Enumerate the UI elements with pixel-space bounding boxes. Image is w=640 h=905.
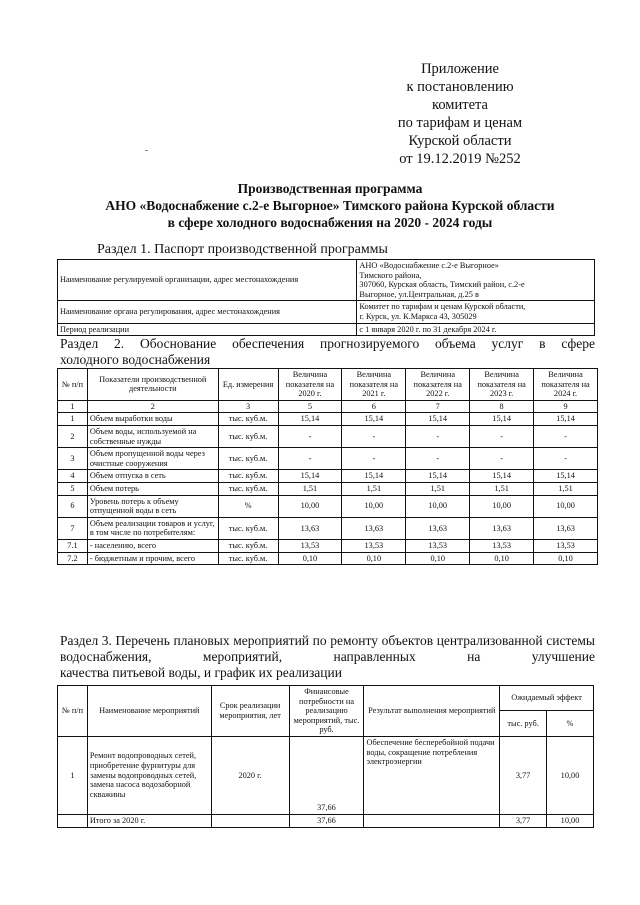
table-row bbox=[58, 495, 598, 517]
value-2020: 13,63 bbox=[278, 517, 342, 539]
col-header-name: Наименование мероприятий bbox=[87, 686, 211, 737]
measure-num: 1 bbox=[58, 736, 88, 814]
value-2024: 13,63 bbox=[534, 517, 598, 539]
col-header: Величина показателя на 2021 г. bbox=[342, 369, 406, 401]
row-unit: тыс. куб.м. bbox=[218, 482, 278, 495]
value-line: Выгорное, ул.Центральная, д.25 в bbox=[359, 289, 479, 299]
col-header-finance: Финансовые потребности на реализацию мероприятий, тыс. руб. bbox=[289, 686, 364, 737]
section3-heading-main: Раздел 3. Перечень плановых мероприятий по ремонту объектов централизованной системы водоснабжения, мероприятий, направленных на улучшение bbox=[60, 633, 595, 664]
appendix-line: Приложение bbox=[421, 61, 499, 77]
row-indicator: Объем воды, используемой на собственные нужды bbox=[87, 425, 218, 447]
col-header: Величина показателя на 2020 г. bbox=[278, 369, 342, 401]
col-header-effect-pct: % bbox=[547, 711, 594, 736]
table-row bbox=[58, 301, 595, 323]
row-indicator: - населению, всего bbox=[87, 539, 218, 552]
total-term bbox=[211, 814, 289, 827]
value-2020: - bbox=[278, 448, 342, 470]
table-row bbox=[58, 552, 598, 565]
value-line: г. Курск, ул. К.Маркса 43, 305029 bbox=[359, 311, 477, 321]
value-2020: 13,53 bbox=[278, 539, 342, 552]
row-indicator: Объем реализации товаров и услуг, в том числе по потребителям: bbox=[87, 517, 218, 539]
row-num: 3 bbox=[58, 448, 88, 470]
table-row bbox=[58, 323, 595, 336]
measure-term: 2020 г. bbox=[211, 736, 289, 814]
value-2021: 0,10 bbox=[342, 552, 406, 565]
measures-table bbox=[57, 685, 594, 828]
section2-heading-main: Раздел 2. Обоснование обеспечения прогнозируемого объема услуг в сфере bbox=[60, 336, 595, 351]
value-2024: 15,14 bbox=[534, 470, 598, 483]
value-line: Тимского района, bbox=[359, 270, 422, 280]
value-2020: - bbox=[278, 425, 342, 447]
value-2024: 1,51 bbox=[534, 482, 598, 495]
row-num: 6 bbox=[58, 495, 88, 517]
value-2024: - bbox=[534, 448, 598, 470]
table-row bbox=[58, 470, 598, 483]
value-2022: 15,14 bbox=[406, 470, 470, 483]
title-line: АНО «Водоснабжение с.2-е Выгорное» Тимского района Курской области bbox=[105, 198, 555, 213]
value-2020: 10,00 bbox=[278, 495, 342, 517]
title-line: в сфере холодного водоснабжения на 2020 - 2024 годы bbox=[167, 215, 493, 230]
measure-rub: 3,77 bbox=[500, 736, 547, 814]
total-finance: 37,66 bbox=[289, 814, 364, 827]
table-row bbox=[58, 517, 598, 539]
section2-heading-last: холодного водоснабжения bbox=[60, 352, 211, 367]
row-num: 7 bbox=[58, 517, 88, 539]
value-2020: 1,51 bbox=[278, 482, 342, 495]
value-2021: - bbox=[342, 448, 406, 470]
document-title bbox=[60, 180, 600, 231]
value-2022: - bbox=[406, 425, 470, 447]
value-2023: 10,00 bbox=[470, 495, 534, 517]
value-2023: 13,53 bbox=[470, 539, 534, 552]
row-num: 1 bbox=[58, 413, 88, 426]
col-header: № п/п bbox=[58, 369, 88, 401]
table-row bbox=[58, 539, 598, 552]
table-row bbox=[58, 425, 598, 447]
col-number: 9 bbox=[534, 400, 598, 413]
appendix-line: по тарифам и ценам bbox=[397, 115, 523, 131]
total-result bbox=[364, 814, 500, 827]
section3-heading bbox=[60, 633, 595, 681]
value-2023: 15,14 bbox=[470, 470, 534, 483]
row-unit: тыс. куб.м. bbox=[218, 425, 278, 447]
appendix-line: от 19.12.2019 №252 bbox=[399, 151, 521, 167]
row-num: 2 bbox=[58, 425, 88, 447]
passport-value bbox=[357, 301, 595, 323]
row-num: 7.2 bbox=[58, 552, 88, 565]
col-header: Величина показателя на 2022 г. bbox=[406, 369, 470, 401]
value-2022: 0,10 bbox=[406, 552, 470, 565]
value-2023: 13,63 bbox=[470, 517, 534, 539]
row-num: 4 bbox=[58, 470, 88, 483]
measure-pct: 10,00 bbox=[547, 736, 594, 814]
row-unit: тыс. куб.м. bbox=[218, 517, 278, 539]
table-row bbox=[58, 482, 598, 495]
measure-result: Обеспечение бесперебойной подачи воды, сокращение потребления электроэнергии bbox=[364, 736, 500, 814]
col-header-effect-rub: тыс. руб. bbox=[500, 711, 547, 736]
appendix-line: Курской области bbox=[408, 133, 512, 149]
value-2023: 1,51 bbox=[470, 482, 534, 495]
table-header-row bbox=[58, 686, 594, 711]
row-num: 5 bbox=[58, 482, 88, 495]
passport-table bbox=[57, 259, 595, 336]
col-number: 5 bbox=[278, 400, 342, 413]
value-2021: 15,14 bbox=[342, 413, 406, 426]
col-header-term: Срок реализации мероприятия, лет bbox=[211, 686, 289, 737]
value-2020: 15,14 bbox=[278, 470, 342, 483]
value-2022: 15,14 bbox=[406, 413, 470, 426]
value-2024: 15,14 bbox=[534, 413, 598, 426]
column-number-row bbox=[58, 400, 598, 413]
col-number: 3 bbox=[218, 400, 278, 413]
row-indicator: - бюджетным и прочим, всего bbox=[87, 552, 218, 565]
table-row bbox=[58, 448, 598, 470]
table-row bbox=[58, 736, 594, 814]
value-2021: 1,51 bbox=[342, 482, 406, 495]
value-2024: 13,53 bbox=[534, 539, 598, 552]
col-number: 6 bbox=[342, 400, 406, 413]
table-header-row bbox=[58, 369, 598, 401]
measure-name: Ремонт водопроводных сетей, приобретение фурнитуры для замены водопроводных сетей, замена насоса водозаборной скважины bbox=[87, 736, 211, 814]
indicators-body bbox=[58, 413, 598, 565]
row-unit: тыс. куб.м. bbox=[218, 448, 278, 470]
row-indicator: Объем пропущенной воды через очистные сооружения bbox=[87, 448, 218, 470]
value-2021: 10,00 bbox=[342, 495, 406, 517]
value-2021: 15,14 bbox=[342, 470, 406, 483]
value-2020: 0,10 bbox=[278, 552, 342, 565]
passport-value bbox=[357, 260, 595, 301]
title-line: Производственная программа bbox=[237, 181, 423, 196]
section3-heading-last: качества питьевой воды, и график их реализации bbox=[60, 665, 342, 680]
col-header-effect: Ожидаемый эффект bbox=[500, 686, 594, 711]
passport-label: Наименование органа регулирования, адрес местонахождения bbox=[58, 301, 357, 323]
value-2022: 1,51 bbox=[406, 482, 470, 495]
value-2022: 13,53 bbox=[406, 539, 470, 552]
col-header: Величина показателя на 2024 г. bbox=[534, 369, 598, 401]
passport-label: Наименование регулируемой организации, адрес местонахождения bbox=[58, 260, 357, 301]
col-number: 7 bbox=[406, 400, 470, 413]
passport-label: Период реализации bbox=[58, 323, 357, 336]
value-2023: 15,14 bbox=[470, 413, 534, 426]
section2-heading bbox=[60, 336, 595, 368]
row-indicator: Уровень потерь к объему отпущенной воды в сеть bbox=[87, 495, 218, 517]
total-num bbox=[58, 814, 88, 827]
col-header-result: Результат выполнения мероприятий bbox=[364, 686, 500, 737]
value-2024: 0,10 bbox=[534, 552, 598, 565]
table-row bbox=[58, 260, 595, 301]
row-indicator: Объем потерь bbox=[87, 482, 218, 495]
value-line: АНО «Водоснабжение с.2-е Выгорное» bbox=[359, 261, 499, 270]
value-2022: 10,00 bbox=[406, 495, 470, 517]
value-line: с 1 января 2020 г. по 31 декабря 2024 г. bbox=[359, 324, 497, 334]
indicators-table bbox=[57, 368, 598, 565]
section1-heading: Раздел 1. Паспорт производственной программы bbox=[97, 242, 388, 257]
value-2022: - bbox=[406, 448, 470, 470]
value-2021: 13,63 bbox=[342, 517, 406, 539]
row-unit: тыс. куб.м. bbox=[218, 413, 278, 426]
total-row bbox=[58, 814, 594, 827]
row-indicator: Объем отпуска в сеть bbox=[87, 470, 218, 483]
col-number: 1 bbox=[58, 400, 88, 413]
row-indicator: Объем выработки воды bbox=[87, 413, 218, 426]
row-unit: тыс. куб.м. bbox=[218, 552, 278, 565]
value-2021: 13,53 bbox=[342, 539, 406, 552]
col-header: Величина показателя на 2023 г. bbox=[470, 369, 534, 401]
measure-finance: 37,66 bbox=[289, 736, 364, 814]
row-num: 7.1 bbox=[58, 539, 88, 552]
value-2021: - bbox=[342, 425, 406, 447]
appendix-line: к постановлению комитета bbox=[406, 79, 514, 113]
col-header: Показатели производственной деятельности bbox=[87, 369, 218, 401]
value-2023: 0,10 bbox=[470, 552, 534, 565]
total-label: Итого за 2020 г. bbox=[87, 814, 211, 827]
col-header: Ед. измерения bbox=[218, 369, 278, 401]
passport-value bbox=[357, 323, 595, 336]
value-2023: - bbox=[470, 425, 534, 447]
value-line: Комитет по тарифам и ценам Курской области, bbox=[359, 302, 526, 312]
table-row bbox=[58, 413, 598, 426]
value-line: 307060, Курская область, Тимский район, с.2-е bbox=[359, 280, 525, 290]
col-header-num: № п/п bbox=[58, 686, 88, 737]
total-rub: 3,77 bbox=[500, 814, 547, 827]
total-pct: 10,00 bbox=[547, 814, 594, 827]
value-2022: 13,63 bbox=[406, 517, 470, 539]
scan-mark bbox=[145, 150, 148, 151]
value-2024: - bbox=[534, 425, 598, 447]
row-unit: тыс. куб.м. bbox=[218, 539, 278, 552]
col-number: 8 bbox=[470, 400, 534, 413]
row-unit: % bbox=[218, 495, 278, 517]
value-2020: 15,14 bbox=[278, 413, 342, 426]
appendix-block bbox=[380, 60, 540, 168]
value-2024: 10,00 bbox=[534, 495, 598, 517]
col-number: 2 bbox=[87, 400, 218, 413]
value-2023: - bbox=[470, 448, 534, 470]
row-unit: тыс. куб.м. bbox=[218, 470, 278, 483]
